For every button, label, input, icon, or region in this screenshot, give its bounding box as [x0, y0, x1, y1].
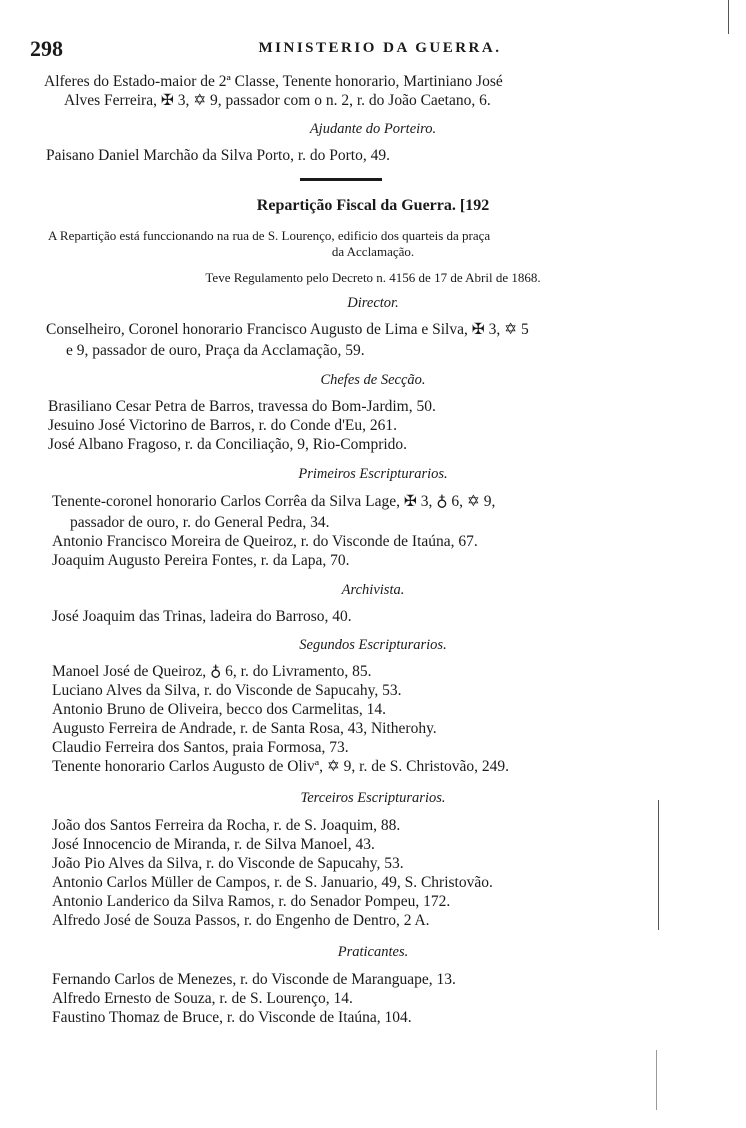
page-number: 298: [30, 36, 63, 61]
chefes-entry-1: Brasiliano Cesar Petra de Barros, travessa do Bom-Jardim, 50.: [48, 398, 436, 415]
segundos-entry-3: Antonio Bruno de Oliveira, becco dos Carmelitas, 14.: [52, 701, 387, 718]
intro-line-2: Alves Ferreira, ✠ 3, ✡ 9, passador com o n. 2, r. do João Caetano, 6.: [64, 92, 491, 109]
scan-edge-mark-right: [658, 800, 659, 930]
primeiros-entry-1b: passador de ouro, r. do General Pedra, 34.: [70, 514, 330, 531]
primeiros-entry-1a: Tenente-coronel honorario Carlos Corrêa da Silva Lage, ✠ 3, ♁ 6, ✡ 9,: [52, 493, 496, 510]
segundos-entry-6: Tenente honorario Carlos Augusto de Olivª, ✡ 9, r. de S. Christovão, 249.: [52, 758, 510, 775]
terceiros-entry-3: João Pio Alves da Silva, r. do Visconde de Sapucahy, 53.: [52, 855, 404, 872]
primeiros-entry-2: Antonio Francisco Moreira de Queiroz, r. do Visconde de Itaúna, 67.: [52, 533, 478, 550]
chefes-entry-3: José Albano Fragoso, r. da Conciliação, 9, Rio-Comprido.: [48, 436, 408, 453]
running-title: MINISTERIO DA GUERRA.: [258, 40, 502, 56]
terceiros-entry-5: Antonio Landerico da Silva Ramos, r. do Senador Pompeu, 172.: [52, 893, 451, 910]
section-divider: [300, 178, 382, 181]
reparticao-title: Repartição Fiscal da Guerra. [192: [256, 197, 490, 214]
scan-edge-mark-top: [728, 0, 729, 34]
director-line-1: Conselheiro, Coronel honorario Francisco Augusto de Lima e Silva, ✠ 3, ✡ 5: [46, 321, 529, 338]
segundos-entry-5: Claudio Ferreira dos Santos, praia Formosa, 73.: [52, 739, 349, 756]
reparticao-line-1: A Repartição está funccionando na rua de S. Lourenço, edificio dos quarteis da praça: [48, 228, 491, 243]
terceiros-entry-1: João dos Santos Ferreira da Rocha, r. de S. Joaquim, 88.: [52, 817, 401, 834]
primeiros-entry-3: Joaquim Augusto Pereira Fontes, r. da Lapa, 70.: [52, 552, 350, 569]
section-heading-archivista: Archivista.: [341, 582, 405, 598]
section-heading-praticantes: Praticantes.: [337, 944, 409, 960]
section-heading-segundos: Segundos Escripturarios.: [299, 637, 447, 653]
terceiros-entry-4: Antonio Carlos Müller de Campos, r. de S. Januario, 49, S. Christovão.: [52, 874, 493, 891]
segundos-entry-4: Augusto Ferreira de Andrade, r. de Santa Rosa, 43, Nitherohy.: [52, 720, 437, 737]
segundos-entry-2: Luciano Alves da Silva, r. do Visconde de Sapucahy, 53.: [52, 682, 402, 699]
reparticao-line-2: da Acclamação.: [331, 244, 415, 259]
section-heading-ajudante: Ajudante do Porteiro.: [309, 121, 437, 137]
praticantes-entry-1: Fernando Carlos de Menezes, r. do Visconde de Maranguape, 13.: [52, 971, 456, 988]
terceiros-entry-6: Alfredo José de Souza Passos, r. do Engenho de Dentro, 2 A.: [52, 912, 430, 929]
section-heading-chefes: Chefes de Secção.: [320, 372, 426, 388]
archivista-entry: José Joaquim das Trinas, ladeira do Barroso, 40.: [52, 608, 352, 625]
section-heading-primeiros: Primeiros Escripturarios.: [298, 466, 448, 482]
ajudante-entry: Paisano Daniel Marchão da Silva Porto, r. do Porto, 49.: [46, 147, 390, 164]
terceiros-entry-2: José Innocencio de Miranda, r. de Silva Manoel, 43.: [52, 836, 375, 853]
chefes-entry-2: Jesuino José Victorino de Barros, r. do Conde d'Eu, 261.: [48, 417, 397, 434]
section-heading-director: Director.: [347, 295, 399, 311]
section-heading-terceiros: Terceiros Escripturarios.: [300, 790, 446, 806]
praticantes-entry-3: Faustino Thomaz de Bruce, r. do Visconde de Itaúna, 104.: [52, 1009, 412, 1026]
reparticao-decree: Teve Regulamento pelo Decreto n. 4156 de 17 de Abril de 1868.: [205, 270, 541, 285]
intro-line-1: Alferes do Estado-maior de 2ª Classe, Tenente honorario, Martiniano José: [44, 73, 503, 90]
page-header: [30, 36, 690, 62]
director-line-2: e 9, passador de ouro, Praça da Acclamação, 59.: [66, 342, 365, 359]
segundos-entry-1: Manoel José de Queiroz, ♁ 6, r. do Livramento, 85.: [52, 663, 372, 680]
scan-edge-mark-bottom: [656, 1050, 657, 1110]
praticantes-entry-2: Alfredo Ernesto de Souza, r. de S. Lourenço, 14.: [52, 990, 353, 1007]
